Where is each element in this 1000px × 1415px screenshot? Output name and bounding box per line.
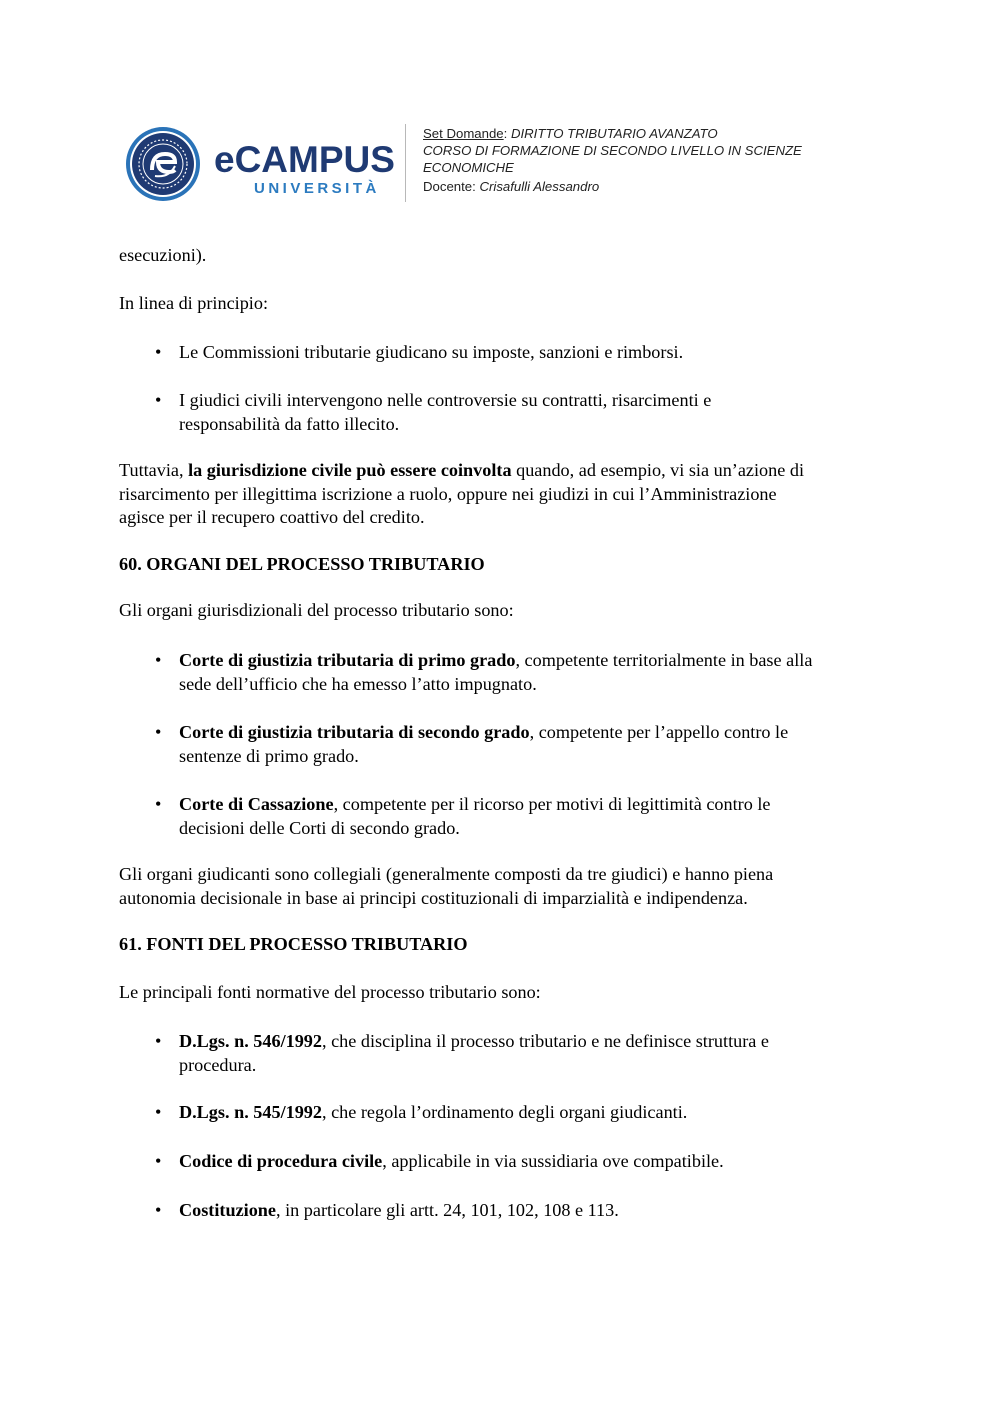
- list-item-text: Codice di procedura civile, applicabile in via sussidiaria ove compatibile.: [179, 1151, 724, 1171]
- brand-wordmark: [214, 140, 395, 197]
- section-heading: 61. FONTI DEL PROCESSO TRIBUTARIO: [119, 934, 468, 954]
- bullet-icon: •: [155, 1102, 162, 1122]
- brand-main-text: eCAMPUS: [214, 139, 395, 180]
- paragraph: In linea di principio:: [119, 293, 268, 313]
- list-item-text: I giudici civili intervengono nelle controversie su contratti, risarcimenti e responsabilità da fatto illecito.: [179, 390, 712, 434]
- paragraph: Gli organi giurisdizionali del processo tributario sono:: [119, 600, 514, 620]
- list-item-text: Corte di Cassazione, competente per il ricorso per motivi di legittimità contro le decisioni delle Corti di secondo grado.: [179, 794, 771, 838]
- paragraph: Le principali fonti normative del processo tributario sono:: [119, 982, 541, 1002]
- section-heading: 60. ORGANI DEL PROCESSO TRIBUTARIO: [119, 554, 485, 574]
- paragraph: Tuttavia, la giurisdizione civile può essere coinvolta quando, ad esempio, vi sia un’azione di risarcimento per illegittima iscrizione a ruolo, oppure nei giudizi in cui l’Amministrazione agisce per il recupero coattivo del credito.: [119, 460, 805, 527]
- bullet-icon: •: [155, 650, 162, 670]
- set-value: DIRITTO TRIBUTARIO AVANZATO: [510, 126, 718, 141]
- paragraph: Gli organi giudicanti sono collegiali (generalmente composti da tre giudici) e hanno piena autonomia decisionale in base ai principi costituzionali di imparzialità e indipendenza.: [119, 864, 774, 908]
- course-line-1: CORSO DI FORMAZIONE DI SECONDO LIVELLO IN SCIENZE: [423, 143, 802, 158]
- bullet-icon: •: [155, 390, 162, 410]
- university-seal-logo: [125, 126, 201, 202]
- list-item-text: Corte di giustizia tributaria di primo grado, competente territorialmente in base alla sede dell’ufficio che ha emesso l’atto impugnato.: [179, 650, 813, 694]
- brand-sub-text: UNIVERSITÀ: [254, 180, 380, 197]
- course-info: Set Domande: DIRITTO TRIBUTARIO AVANZATO CORSO DI FORMAZIONE DI SECONDO LIVELLO IN SCIENZE ECONOMICHE Docente: Crisafulli Alessandro: [423, 126, 802, 194]
- bullet-icon: •: [155, 1151, 162, 1171]
- bullet-icon: •: [155, 722, 162, 742]
- list-item-text: Le Commissioni tributarie giudicano su imposte, sanzioni e rimborsi.: [179, 342, 684, 362]
- bullet-icon: •: [155, 794, 162, 814]
- bullet-icon: •: [155, 1200, 162, 1220]
- bullet-icon: •: [155, 1031, 162, 1051]
- page-header: [0, 0, 1000, 230]
- bold-phrase: la giurisdizione civile può essere coinvolta: [188, 460, 512, 480]
- list-item-text: Costituzione, in particolare gli artt. 24, 101, 102, 108 e 113.: [179, 1200, 619, 1220]
- docente-value: Crisafulli Alessandro: [479, 179, 600, 194]
- set-label: Set Domande: [423, 126, 504, 141]
- docente-label: Docente:: [423, 179, 476, 194]
- header-divider: [405, 124, 406, 202]
- bullet-icon: •: [155, 342, 162, 362]
- paragraph: esecuzioni).: [119, 245, 207, 265]
- list-item-text: D.Lgs. n. 546/1992, che disciplina il processo tributario e ne definisce struttura e procedura.: [179, 1031, 769, 1075]
- course-line-2: ECONOMICHE: [423, 160, 514, 175]
- list-item-text: Corte di giustizia tributaria di secondo grado, competente per l’appello contro le sentenze di primo grado.: [179, 722, 789, 766]
- list-item-text: D.Lgs. n. 545/1992, che regola l’ordinamento degli organi giudicanti.: [179, 1102, 688, 1122]
